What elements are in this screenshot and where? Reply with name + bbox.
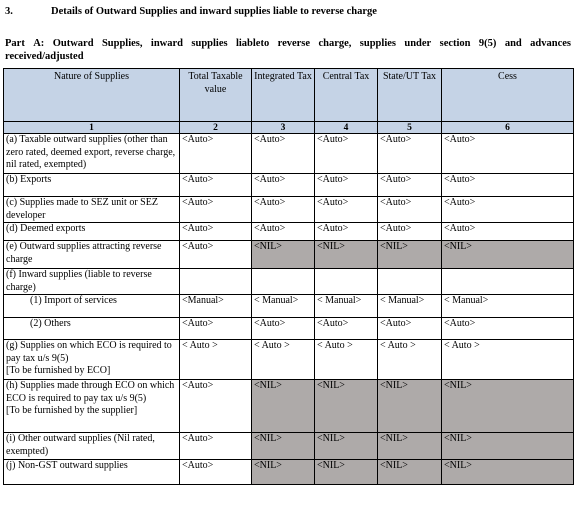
row-label: (g) Supplies on which ECO is required to pay tax u/s 9(5) [To be furnished by ECO]	[4, 340, 180, 380]
column-number: 6	[442, 122, 574, 134]
header-nature-of-supplies: Nature of Supplies	[4, 69, 180, 122]
value-cell: <Auto>	[315, 174, 378, 197]
section-title: Details of Outward Supplies and inward supplies liable to reverse charge	[51, 6, 377, 17]
value-cell: <Auto>	[180, 318, 252, 340]
value-cell: <Auto>	[442, 174, 574, 197]
value-cell: <NIL>	[315, 433, 378, 460]
value-cell: <Auto>	[442, 134, 574, 174]
row-label: (f) Inward supplies (liable to reverse charge)	[4, 269, 180, 295]
value-cell: <Auto>	[378, 174, 442, 197]
part-a-heading-line1	[5, 37, 571, 50]
value-cell: <Auto>	[180, 460, 252, 485]
value-cell: < Auto >	[315, 340, 378, 380]
value-cell: <NIL>	[252, 433, 315, 460]
part-a-word: Outward	[52, 38, 94, 49]
value-cell: < Manual>	[252, 295, 315, 318]
value-cell: <Auto>	[442, 318, 574, 340]
row-i-nil-rated-exempted	[4, 433, 574, 460]
value-cell	[180, 269, 252, 295]
part-a-word: A:	[33, 38, 45, 49]
value-cell	[315, 269, 378, 295]
value-cell: <Auto>	[315, 223, 378, 241]
part-a-word: 9(5)	[478, 38, 497, 49]
part-a-word: charge,	[318, 38, 352, 49]
value-cell	[252, 269, 315, 295]
header-integrated-tax: Integrated Tax	[252, 69, 315, 122]
header-central-tax: Central Tax	[315, 69, 378, 122]
value-cell: <Auto>	[252, 318, 315, 340]
part-a-word: supplies	[359, 38, 396, 49]
row-label: (c) Supplies made to SEZ unit or SEZ developer	[4, 197, 180, 223]
row-label: (e) Outward supplies attracting reverse charge	[4, 241, 180, 269]
part-a-word: section	[439, 38, 471, 49]
row-label: (b) Exports	[4, 174, 180, 197]
row-label: (a) Taxable outward supplies (other than zero rated, deemed export, reverse charge, nil rated, exempted)	[4, 134, 180, 174]
part-a-word: supplies	[191, 38, 228, 49]
value-cell: < Manual>	[378, 295, 442, 318]
row-f1-import-of-services	[4, 295, 574, 318]
value-cell: <NIL>	[315, 380, 378, 433]
value-cell: <Auto>	[315, 318, 378, 340]
row-c-sez	[4, 197, 574, 223]
row-label: (j) Non-GST outward supplies	[4, 460, 180, 485]
value-cell: < Auto >	[378, 340, 442, 380]
column-number: 3	[252, 122, 315, 134]
header-row	[4, 69, 574, 122]
value-cell: <Auto>	[315, 197, 378, 223]
value-cell: <Auto>	[378, 197, 442, 223]
column-number: 5	[378, 122, 442, 134]
row-j-non-gst	[4, 460, 574, 485]
value-cell: < Auto >	[252, 340, 315, 380]
part-a-word: inward	[150, 38, 183, 49]
value-cell	[442, 269, 574, 295]
part-a-word: Supplies,	[101, 38, 143, 49]
part-a-word: liableto	[235, 38, 270, 49]
value-cell: <Auto>	[378, 223, 442, 241]
value-cell: <NIL>	[442, 241, 574, 269]
header-cess: Cess	[442, 69, 574, 122]
value-cell: <NIL>	[378, 241, 442, 269]
row-label: (d) Deemed exports	[4, 223, 180, 241]
part-a-word: advances	[530, 38, 571, 49]
part-a-word: under	[404, 38, 432, 49]
part-a-word: Part	[5, 38, 25, 49]
part-a-heading	[5, 37, 571, 63]
value-cell: <Auto>	[442, 197, 574, 223]
row-d-deemed-exports	[4, 223, 574, 241]
value-cell: <Auto>	[180, 134, 252, 174]
value-cell: <NIL>	[378, 460, 442, 485]
value-cell: <Auto>	[315, 134, 378, 174]
part-a-word: reverse	[277, 38, 311, 49]
value-cell: <Auto>	[180, 197, 252, 223]
value-cell: <Auto>	[180, 223, 252, 241]
value-cell: < Auto >	[180, 340, 252, 380]
value-cell: <NIL>	[252, 241, 315, 269]
value-cell: <Auto>	[252, 174, 315, 197]
value-cell: <NIL>	[442, 433, 574, 460]
value-cell: <Auto>	[180, 433, 252, 460]
value-cell: <Auto>	[180, 380, 252, 433]
row-e-reverse-charge-outward	[4, 241, 574, 269]
value-cell: <NIL>	[442, 380, 574, 433]
part-a-word: and	[504, 38, 522, 49]
value-cell: < Manual>	[442, 295, 574, 318]
column-number: 2	[180, 122, 252, 134]
value-cell: <NIL>	[378, 380, 442, 433]
value-cell: <Auto>	[252, 134, 315, 174]
header-state-ut-tax: State/UT Tax	[378, 69, 442, 122]
value-cell: <Auto>	[252, 223, 315, 241]
section-heading	[5, 6, 377, 17]
row-label: (2) Others	[4, 318, 180, 340]
value-cell: < Auto >	[442, 340, 574, 380]
row-label: (h) Supplies made through ECO on which ECO is required to pay tax u/s 9(5) [To be furnished by the supplier]	[4, 380, 180, 433]
value-cell: <Auto>	[252, 197, 315, 223]
section-number: 3.	[5, 6, 13, 17]
value-cell: <NIL>	[315, 460, 378, 485]
value-cell: <Auto>	[378, 318, 442, 340]
row-label: (1) Import of services	[4, 295, 180, 318]
value-cell: <Manual>	[180, 295, 252, 318]
row-f-inward-reverse-charge	[4, 269, 574, 295]
value-cell: <Auto>	[180, 241, 252, 269]
value-cell: < Manual>	[315, 295, 378, 318]
value-cell	[378, 269, 442, 295]
value-cell: <NIL>	[442, 460, 574, 485]
value-cell: <NIL>	[252, 460, 315, 485]
value-cell: <NIL>	[252, 380, 315, 433]
value-cell: <Auto>	[180, 174, 252, 197]
row-f2-others	[4, 318, 574, 340]
column-number: 1	[4, 122, 180, 134]
row-b-exports	[4, 174, 574, 197]
part-a-heading-line2: received/adjusted	[5, 51, 84, 62]
row-label: (i) Other outward supplies (Nil rated, exempted)	[4, 433, 180, 460]
value-cell: <NIL>	[315, 241, 378, 269]
row-a-taxable-outward	[4, 134, 574, 174]
table-body	[4, 134, 574, 485]
outward-supplies-table	[3, 68, 574, 485]
row-h-eco-supplier	[4, 380, 574, 433]
column-number: 4	[315, 122, 378, 134]
header-total-taxable-value: Total Taxable value	[180, 69, 252, 122]
row-g-eco-supplies	[4, 340, 574, 380]
column-number-row	[4, 122, 574, 134]
value-cell: <Auto>	[442, 223, 574, 241]
value-cell: <NIL>	[378, 433, 442, 460]
value-cell: <Auto>	[378, 134, 442, 174]
